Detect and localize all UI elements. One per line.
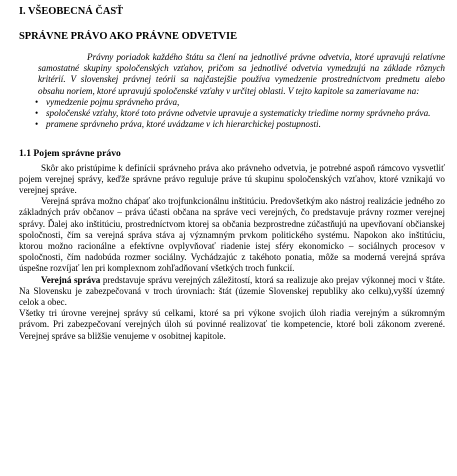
intro-bullet-text: spoločenské vzťahy, ktoré toto právne odvetvie upravuje a systematicky triedime normy správneho práva. <box>46 108 431 119</box>
defined-term: Verejná správa <box>41 274 101 285</box>
bullet-icon: • <box>35 96 39 107</box>
body-paragraph: Všetky tri úrovne verejnej správy sú celkami, ktoré sa pri výkone svojich úloh riadia verejným a súkromným právom. Pri zabezpečovaní verejných úloh sú povinné realizovať tie kompetencie, ktoré boli zákonom zverené. Verejnej správe sa bližšie venujeme v osobitnej kapitole. <box>19 308 445 341</box>
intro-bullet-text: vymedzenie pojmu správneho práva, <box>46 96 180 107</box>
body-paragraph-text: predstavuje správu verejných záležitostí, ktorá sa realizuje ako prejav výkonnej moci v štáte. Na Slovensku je zabezpečovaná v troch úrovniach: štát (územie Slovenskej republiky ako celku),vyšší územný celok a obec. <box>19 274 445 308</box>
chapter-title: SPRÁVNE PRÁVO AKO PRÁVNE ODVETVIE <box>19 31 238 42</box>
intro-bullet-item <box>35 97 445 108</box>
intro-block <box>35 52 445 130</box>
bullet-icon: • <box>35 119 39 130</box>
intro-bullet-item <box>35 108 445 119</box>
bullet-icon: • <box>35 108 39 119</box>
body-paragraph-with-term <box>19 275 445 309</box>
section-body <box>19 163 445 342</box>
section-heading: 1.1 Pojem správne právo <box>19 148 121 160</box>
body-paragraph: Skôr ako pristúpime k definícii správneho práva ako právneho odvetvia, je potrebné aspoň rámcovo vysvetliť pojem verejnej správy, keďže správne právo reguluje práve tú skupinu spoločenských vzťahov, ktoré vznikajú vo verejnej správe. <box>19 162 445 196</box>
body-paragraph: Verejná správa možno chápať ako trojfunkcionálnu inštitúciu. Predovšetkým ako nástroj realizácie jedného zo základných práv občanov – práva účasti občana na správe veci verejných, čo predstavuje právny rozmer verejnej správy. Ďalej ako inštitúciu, prostredníctvom ktorej sa občania bezprostredne zúčastňujú na upevňovaní občianskej spoločnosti, čím sa verejná správa stáva aj významným prvkom politického systému. Napokon ako inštitúciu, ktorou možno racionálne a efektívne ovplyvňovať riadenie istej sféry ekonomicko – sociálnych procesov v spoločnosti, čím nadobúda rozmer sociálny. Vychádzajúc z takéhoto ponatia, môže sa moderná verejná správa úspešne rozvíjať len pri komplexnom zohľadňovaní všetkých troch funkcií. <box>19 196 445 274</box>
intro-bullet-list <box>35 96 445 131</box>
intro-bullet-text: pramene správneho práva, ktoré uvádzame v ich hierarchickej postupnosti. <box>46 119 321 130</box>
intro-paragraph: Právny poriadok každého štátu sa člení na jednotlivé právne odvetvia, ktoré upravujú relatívne samostatné skupiny spoločenských vzťahov, pričom sa jednotlivé odvetvia vymedzujú na základe rôznych kritérií. V slovenskej právnej teórii sa najčastejšie používa vymedzenie prostredníctvom predmetu alebo obsahu noriem, ktoré upravujú spoločenské vzťahy v určitej oblasti. V tejto kapitole sa zameriavame na: <box>38 52 445 96</box>
intro-bullet-item <box>35 119 445 130</box>
part-title: I. VŠEOBECNÁ ČASŤ <box>19 6 124 17</box>
